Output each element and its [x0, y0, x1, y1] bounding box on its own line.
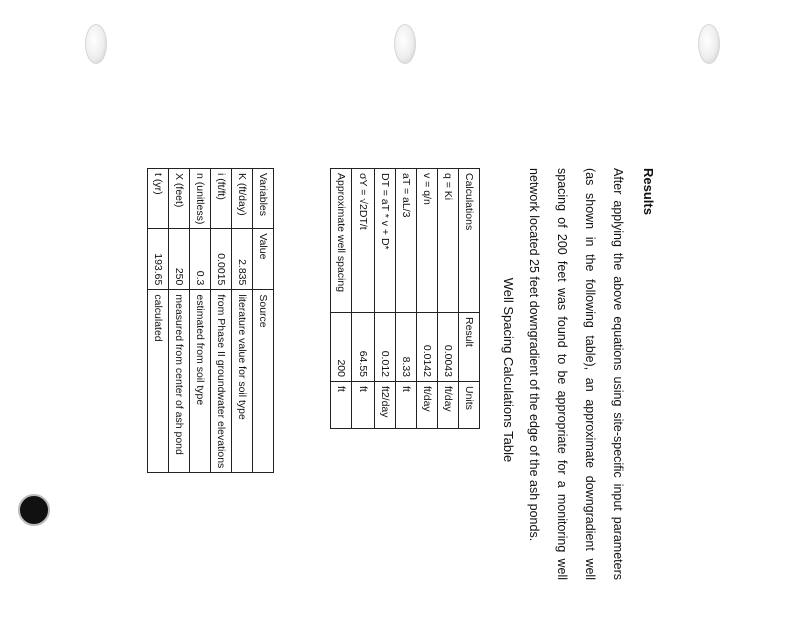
- variable-cell: X (feet): [169, 169, 190, 229]
- table-row: [396, 169, 417, 429]
- units-cell: ft/day: [417, 382, 438, 429]
- result-cell: 0.0142: [417, 313, 438, 382]
- calc-cell: aT = aL/3: [396, 169, 417, 313]
- calc-cell: v = q/n: [417, 169, 438, 313]
- punch-hole-middle: [394, 24, 416, 64]
- header-cell: Calculations: [459, 169, 480, 313]
- header-cell: Result: [459, 313, 480, 382]
- header-cell: Variables: [253, 169, 274, 229]
- variable-cell: t (yr): [148, 169, 169, 229]
- value-cell: 0.3: [190, 229, 211, 290]
- header-cell: Units: [459, 382, 480, 429]
- calc-table-title: Well Spacing Calculations Table: [501, 277, 516, 463]
- table-header-row: [253, 169, 274, 473]
- value-cell: 0.0015: [211, 229, 232, 290]
- value-cell: 193.65: [148, 229, 169, 290]
- result-cell: 8.33: [396, 313, 417, 382]
- units-cell: ft: [331, 382, 352, 429]
- table-row: [232, 169, 253, 473]
- units-cell: ft: [352, 382, 375, 429]
- source-cell: estimated from soil type: [190, 290, 211, 473]
- table-header-row: [459, 169, 480, 429]
- variable-cell: i (ft/ft): [211, 169, 232, 229]
- binding-dot-icon: [18, 494, 50, 526]
- calc-cell: q = Ki: [438, 169, 459, 313]
- source-cell: calculated: [148, 290, 169, 473]
- units-cell: ft/day: [438, 382, 459, 429]
- calc-cell: σY = √2DT/t: [352, 169, 375, 313]
- value-cell: 250: [169, 229, 190, 290]
- table-row: [169, 169, 190, 473]
- result-cell: 0.012: [375, 313, 396, 382]
- result-cell: 64.55: [352, 313, 375, 382]
- table-row: [148, 169, 169, 473]
- variable-cell: n (unitless): [190, 169, 211, 229]
- results-heading: Results: [641, 168, 656, 215]
- table-row: [417, 169, 438, 429]
- punch-hole-bottom: [698, 24, 720, 64]
- source-cell: measured from center of ash pond: [169, 290, 190, 473]
- table-row: [190, 169, 211, 473]
- result-cell: 200: [331, 313, 352, 382]
- table-row: [375, 169, 396, 429]
- table-row: [438, 169, 459, 429]
- variable-cell: K (ft/day): [232, 169, 253, 229]
- result-cell: 0.0043: [438, 313, 459, 382]
- results-paragraph: After applying the above equations using site-specific input parameters (as shown in the following table), an approximate downgradient well spacing of 200 feet was found to be appropriate for a monitoring well network located 25 feet downgradient of the edge of the ash ponds.: [527, 168, 625, 580]
- source-cell: from Phase II groundwater elevations: [211, 290, 232, 473]
- value-cell: 2.835: [232, 229, 253, 290]
- punch-hole-top: [85, 24, 107, 64]
- units-cell: ft: [396, 382, 417, 429]
- table-row: [352, 169, 375, 429]
- table-row: [331, 169, 352, 429]
- rotated-page: [140, 150, 660, 590]
- units-cell: ft2/day: [375, 382, 396, 429]
- calculations-table: [330, 168, 480, 429]
- variables-table: [147, 168, 274, 473]
- header-cell: Value: [253, 229, 274, 290]
- source-cell: literature value for soil type: [232, 290, 253, 473]
- table-row: [211, 169, 232, 473]
- calc-cell: DT = aT * v + D*: [375, 169, 396, 313]
- calc-cell: Approximate well spacing: [331, 169, 352, 313]
- header-cell: Source: [253, 290, 274, 473]
